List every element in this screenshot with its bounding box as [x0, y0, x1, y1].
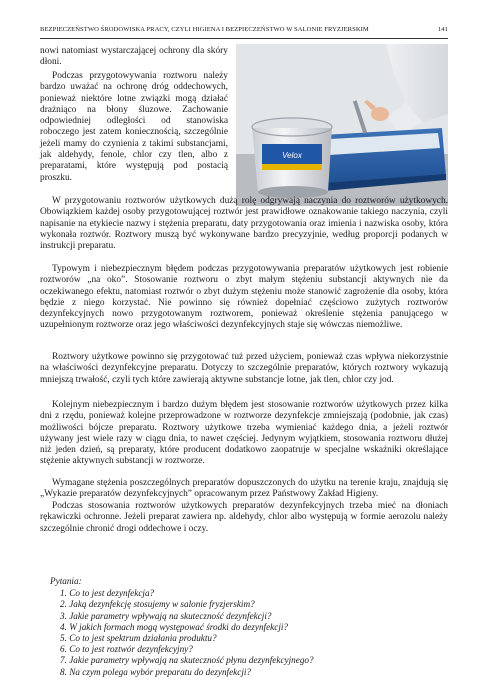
question-item: 2. Jaką dezynfekcję stosujemy w salonie fryzjerskim?	[60, 599, 255, 610]
question-item: 8. Na czym polega wybór preparatu do dezynfekcji?	[60, 666, 252, 677]
paragraph-2: Podczas przygotowywania roztworu należy bardzo uważać na ochronę dróg oddechowych, ponieważ niektóre lotne związki mogą działać drażniąco na błony śluzowe. Zachowanie odpowiedniej odległości od stanowiska roboczego jest zatem koniecznością, szczególnie jeżeli mamy do czynienia z takimi substancjami, jak aldehydy, fenole, chlor czy tlen, albo z preparatami, które występują pod postacią proszku.	[40, 71, 228, 183]
questions-title: Pytania:	[50, 576, 82, 586]
photo-illustration	[236, 44, 448, 206]
bucket-label: Velox	[282, 151, 302, 160]
paragraph-6: Kolejnym niebezpiecznym i bardzo dużym błędem jest stosowanie roztworów użytkowych przez kilka dni z rzędu, ponieważ kolejne przeprowadzone w roztworze dezynfekcje zmniejszają (podobnie, jak czas) możliwości bójcze preparatu. Roztwory użytkowe trzeba wymieniać każdego dnia, a jeżeli roztwór używany jest wiele razy w ciągu dnia, to nawet częściej. Jedynym wyjątkiem, stosowania roztworu dłużej niż jeden dzień, są preparaty, które producent dodatkowo zaopatruje w specjalne wskaźniki określające stężenie aktywnych substancji w roztworze.	[40, 400, 448, 467]
page-number: 141	[437, 26, 448, 33]
paragraph-8: Podczas stosowania roztworów użytkowych preparatów dezynfekcyjnych trzeba mieć na dłoniach rękawiczki ochronne. Jeżeli preparat zawiera np. aldehydy, chlor albo występują w formie aerozolu należy szczególnie chronić drogi oddechowe i oczy.	[40, 501, 448, 534]
question-item: 6. Co to jest roztwór dezynfekcyjny?	[60, 644, 193, 655]
header-title: BEZPIECZEŃSTWO ŚRODOWISKA PRACY, CZYLI HIGIENA I BEZPIECZEŃSTWO W SALONIE FRYZJERSKIM	[40, 26, 369, 33]
running-header	[40, 24, 448, 39]
question-item: 5. Co to jest spektrum działania produktu?	[60, 633, 217, 644]
review-questions	[50, 576, 430, 678]
question-item: 3. Jakie parametry wpływają na skuteczność dezynfekcji?	[60, 610, 272, 621]
questions-list	[50, 588, 430, 678]
question-item: 7. Jakie parametry wpływają na skuteczność płynu dezynfekcyjnego?	[60, 655, 314, 666]
paragraph-7: Wymagane stężenia poszczególnych preparatów dopuszczonych do użytku na terenie kraju, znajdują się „Wykazie preparatów dezynfekcyjnych” opracowanym przez Państwowy Zakład Higieny.	[40, 478, 448, 500]
question-item: 4. W jakich formach mogą występować środki do dezynfekcji?	[60, 621, 289, 632]
paragraph-3: W przygotowaniu roztworów użytkowych dużą rolę odgrywają naczynia do roztworów użytkowych. Obowiązkiem każdej osoby przygotowującej roztwór jest prawidłowe oznakowanie takiego naczynia, czyli napisanie na etykiecie nazwy i stężenia preparatu, daty przygotowania oraz imienia i nazwiska osoby, która wykonała roztwór. Roztwory muszą być wykonywane bardzo precyzyjnie, według proporcji podanych w instrukcji preparatu.	[40, 196, 448, 252]
paragraph-1: nowi natomiast wystarczającej ochrony dla skóry dłoni.	[40, 46, 228, 68]
paragraph-5: Roztwory użytkowe powinno się przygotować tuż przed użyciem, ponieważ czas wpływa niekorzystnie na właściwości dezynfekcyjne preparatu. Dotyczy to szczególnie preparatów, których roztwory wykazują mniejszą trwałość, czyli tych które zawierają aktywne substancje lotne, jak tlen, chlor czy jod.	[40, 352, 448, 385]
photo-disinfection-container	[236, 44, 448, 206]
paragraph-4: Typowym i niebezpiecznym błędem podczas przygotowywania preparatów użytkowych jest robienie roztworów „na oko”. Stosowanie roztworu o zbyt małym stężeniu substancji aktywnych nie da oczekiwanego efektu, natomiast roztwór o zbyt dużym stężeniu może stanowić zagrożenie dla osoby, która będzie z niego korzystać. Nie powinno się również dopełniać częściowo zużytych roztworów dezynfekcyjnych nowo przygotowanym roztworem, ponieważ określenie stężenia panującego w uzupełnionym roztworze oraz jego właściwości dezynfekcyjnych staje się wówczas niemożliwe.	[40, 264, 448, 331]
question-item: 1. Co to jest dezynfekcja?	[60, 588, 155, 599]
